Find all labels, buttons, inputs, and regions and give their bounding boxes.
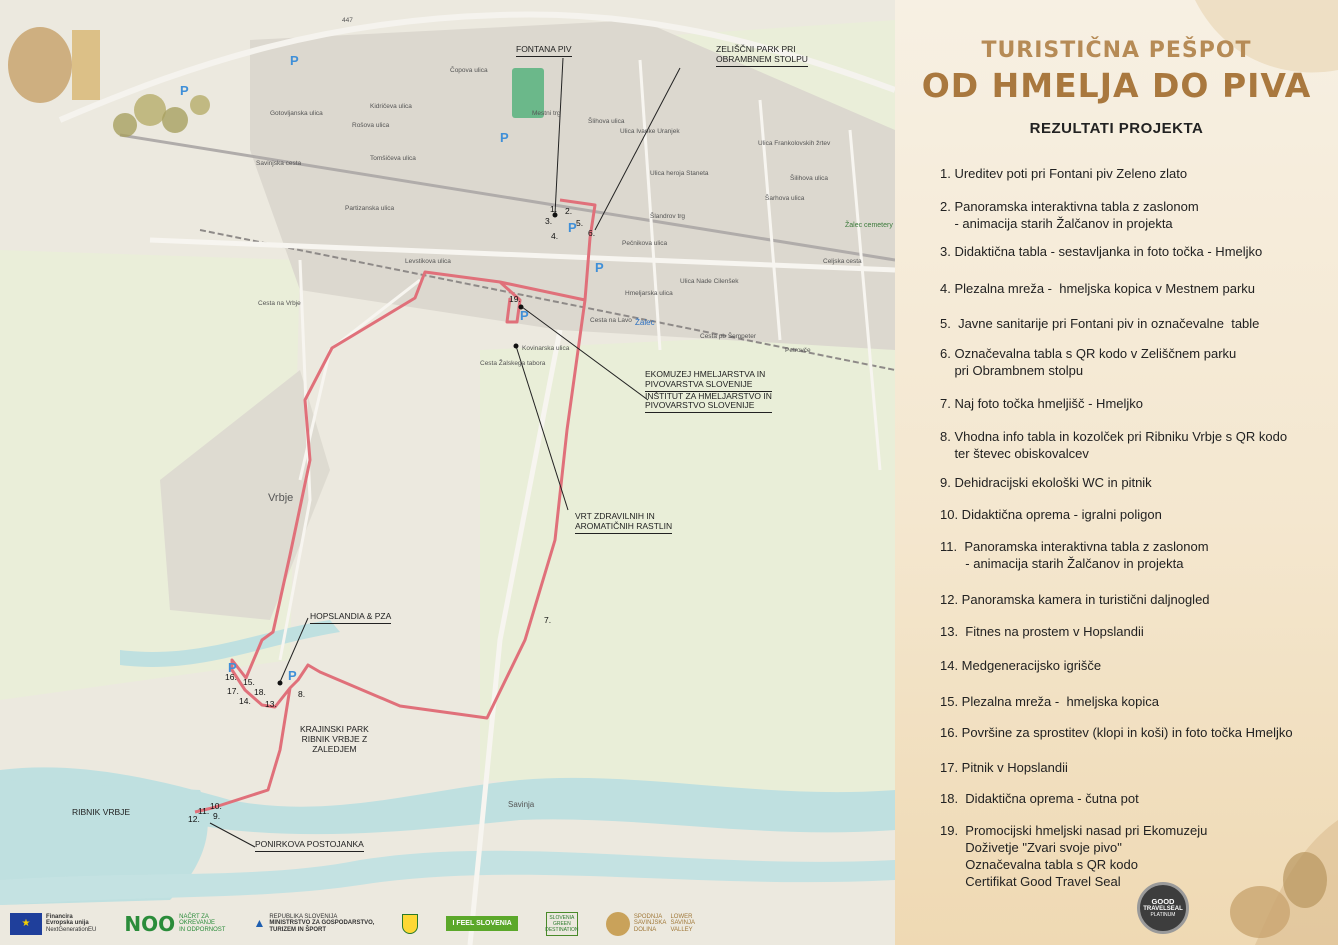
legend-item-6: 6. Označevalna tabla s QR kodo v Zeliščnem parku pri Obrambnem stolpu	[940, 346, 1237, 378]
marker-19[interactable]: 19.	[509, 294, 521, 304]
legend-item-18: 18. Didaktična oprema - čutna pot	[940, 791, 1139, 806]
legend-item-1: 1. Ureditev poti pri Fontani piv Zeleno zlato	[940, 166, 1188, 181]
subtitle: REZULTATI PROJEKTA	[1029, 120, 1204, 137]
zpsd-emblem-icon	[606, 912, 630, 936]
street-label: Rošova ulica	[352, 122, 390, 129]
street-label: Mestni trg	[532, 110, 561, 117]
legend-item-16: 16. Površine za sprostitev (klopi in koši) in foto točka Hmeljko	[940, 725, 1293, 740]
eu-flag-icon: ★	[10, 913, 42, 935]
marker-2[interactable]: 2.	[565, 206, 573, 216]
street-label: Čopova ulica	[450, 67, 488, 74]
street-label: Petrovče	[785, 347, 811, 354]
marker-9[interactable]: 9.	[213, 811, 221, 821]
svg-text:P: P	[180, 83, 189, 98]
street-label: Hmeljarska ulica	[625, 290, 673, 297]
place-savinja: Savinja	[508, 800, 535, 809]
svg-text:P: P	[595, 260, 604, 275]
marker-11[interactable]: 11.	[198, 806, 210, 816]
street-label: Šarhova ulica	[765, 195, 805, 202]
i-feel-slovenia-logo: I FEEL SLOVENIA	[446, 916, 517, 931]
marker-5[interactable]: 5.	[576, 218, 584, 228]
legend-item-9: 9. Dehidracijski ekološki WC in pitnik	[940, 475, 1152, 490]
marker-16[interactable]: 16.	[225, 672, 237, 682]
ministry-logo: ▲ REPUBLIKA SLOVENIJA MINISTRSTVO ZA GOSPODARSTVO, TURIZEM IN ŠPORT	[253, 913, 375, 933]
street-label: Gotovljanska ulica	[270, 110, 323, 117]
svg-text:P: P	[228, 660, 237, 675]
callout-vrt-zdravilnih: VRT ZDRAVILNIH IN AROMATIČNIH RASTLIN	[575, 512, 672, 534]
legend-item-2: 2. Panoramska interaktivna tabla z zaslonom - animacija starih Žalčanov in projekta	[940, 199, 1199, 231]
legend-item-15: 15. Plezalna mreža - hmeljska kopica	[940, 694, 1159, 709]
legend-item-11: 11. Panoramska interaktivna tabla z zaslonom - animacija starih Žalčanov in projekta	[940, 539, 1209, 571]
legend-item-13: 13. Fitnes na prostem v Hopslandii	[940, 624, 1144, 639]
legend-item-4: 4. Plezalna mreža - hmeljska kopica v Mestnem parku	[940, 281, 1256, 296]
marker-1[interactable]: 1.	[550, 204, 558, 214]
title-line-1: TURISTIČNA PEŠPOT	[981, 38, 1252, 63]
zpsd-logo: SPODNJA SAVINJSKA DOLINA LOWER SAVINJA VALLEY	[606, 912, 695, 936]
place-zalec-cemetery: Žalec cemetery	[845, 222, 893, 229]
street-label: Ulica Nade Cilenšek	[680, 278, 739, 285]
road-number-447: 447	[342, 17, 353, 24]
svg-text:P: P	[520, 308, 529, 323]
legend-item-12: 12. Panoramska kamera in turistični daljnogled	[940, 592, 1210, 607]
street-label: Ulica Ivanke Uranjek	[620, 128, 680, 135]
zalec-crest-icon	[402, 914, 418, 934]
marker-4[interactable]: 4.	[551, 231, 559, 241]
marker-14[interactable]: 14.	[239, 696, 251, 706]
noo-logo: NOO NAČRT ZA OKREVANJE IN ODPORNOST	[124, 911, 226, 936]
svg-text:P: P	[500, 130, 509, 145]
title-line-2: OD HMELJA DO PIVA	[921, 66, 1312, 105]
street-label: Savinjska cesta	[256, 160, 302, 167]
street-label: Šlandrov trg	[650, 213, 686, 220]
place-ribnik-vrbje: RIBNIK VRBJE	[72, 807, 131, 817]
sponsor-footer	[0, 902, 895, 945]
callout-zeliscni-park: ZELIŠČNI PARK PRI OBRAMBNEM STOLPU	[716, 45, 808, 67]
callout-ponirkova-postojanka: PONIRKOVA POSTOJANKA	[255, 840, 364, 852]
eu-logo: ★ Financira Evropska unija NextGenerationEU	[10, 913, 96, 935]
svg-text:P: P	[290, 53, 299, 68]
street-label: Cesta na Lavo	[590, 317, 632, 324]
marker-13[interactable]: 13.	[265, 699, 277, 709]
marker-6[interactable]: 6.	[588, 228, 596, 238]
slovenia-green-logo: SLOVENIA GREEN DESTINATION	[546, 912, 578, 936]
place-vrbje: Vrbje	[268, 492, 294, 504]
legend-item-8: 8. Vhodna info tabla in kozolček pri Ribniku Vrbje s QR kodo ter števec obiskovalcev	[940, 429, 1288, 461]
callout-ekomuzej: EKOMUZEJ HMELJARSTVA IN PIVOVARSTVA SLOVENIJE INŠTITUT ZA HMELJARSTVO IN PIVOVARSTVO SLOVENIJE	[645, 370, 772, 413]
street-label: Cesta Žalskega tabora	[480, 360, 546, 367]
legend-item-10: 10. Didaktična oprema - igralni poligon	[940, 507, 1162, 522]
marker-12[interactable]: 12.	[188, 814, 200, 824]
legend-item-17: 17. Pitnik v Hopslandii	[940, 760, 1068, 775]
marker-10[interactable]: 10.	[210, 801, 222, 811]
street-label: Šilihova ulica	[790, 175, 828, 182]
legend-item-7: 7. Naj foto točka hmeljišč - Hmeljko	[940, 396, 1144, 411]
marker-3[interactable]: 3.	[545, 216, 553, 226]
marker-7[interactable]: 7.	[544, 615, 552, 625]
svg-text:P: P	[288, 668, 297, 683]
marker-8[interactable]: 8.	[298, 689, 306, 699]
street-label: Cesta na Vrbje	[258, 300, 301, 307]
legend-panel	[895, 0, 1338, 945]
slovenia-crest-icon: ▲	[253, 915, 266, 930]
svg-text:P: P	[568, 220, 577, 235]
street-label: Kidričeva ulica	[370, 103, 412, 110]
place-zalec: Žalec	[635, 318, 655, 327]
callout-krajinski-park: KRAJINSKI PARK RIBNIK VRBJE Z ZALEDJEM	[300, 724, 369, 754]
legend-item-3: 3. Didaktična tabla - sestavljanka in foto točka - Hmeljko	[940, 244, 1263, 259]
street-label: Šlihova ulica	[588, 118, 625, 125]
street-label: Partizanska ulica	[345, 205, 395, 212]
street-label: Ulica heroja Staneta	[650, 170, 709, 177]
marker-17[interactable]: 17.	[227, 686, 239, 696]
legend-item-19: 19. Promocijski hmeljski nasad pri Ekomuzeju Doživetje "Zvari svoje pivo" Označevalna tabla s QR kodo Certifikat Good Travel Seal	[940, 823, 1208, 889]
legend-item-5: 5. Javne sanitarije pri Fontani piv in označevalne table	[940, 316, 1260, 331]
street-label: Ulica Frankolovskih žrtev	[758, 140, 831, 147]
street-label: Levstikova ulica	[405, 258, 451, 265]
street-label: Tomšičeva ulica	[370, 155, 416, 162]
marker-18[interactable]: 18.	[254, 687, 266, 697]
street-label: Celjska cesta	[823, 258, 862, 265]
street-label: Cesta pb Šempeter	[700, 333, 757, 340]
street-label: Kovinarska ulica	[522, 345, 570, 352]
callout-fontana-piv: FONTANA PIV	[516, 45, 572, 57]
legend-item-14: 14. Medgeneracijsko igrišče	[940, 658, 1102, 673]
good-travel-seal-badge: GOOD TRAVELSEAL PLATINUM	[1137, 882, 1189, 934]
marker-15[interactable]: 15.	[243, 677, 255, 687]
callout-hopslandia: HOPSLANDIA & PZA	[310, 612, 391, 624]
street-label: Pečnikova ulica	[622, 240, 668, 247]
